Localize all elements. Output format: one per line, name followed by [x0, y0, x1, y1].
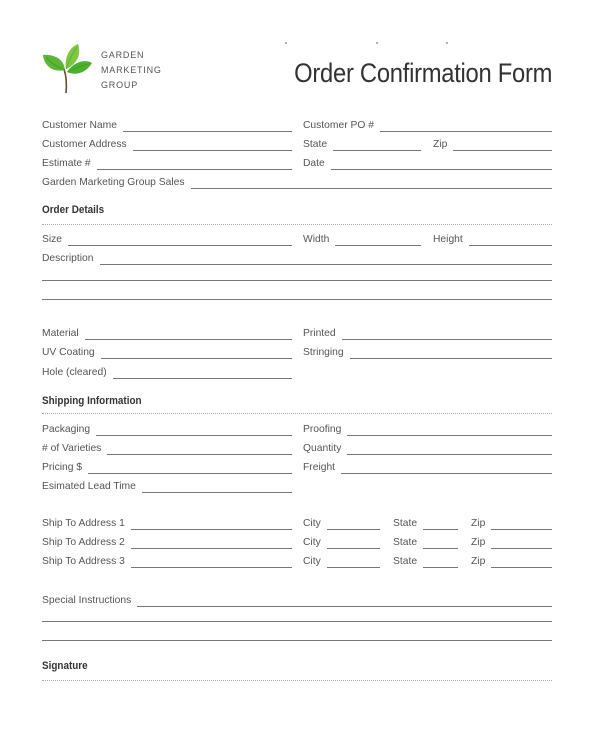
city-label: City — [303, 556, 321, 567]
city-label: City — [303, 537, 321, 548]
special-instructions-line-2[interactable] — [42, 621, 552, 622]
size-label: Size — [42, 234, 63, 245]
description-field[interactable] — [42, 251, 552, 265]
description-line-2[interactable] — [42, 280, 552, 281]
city-label: City — [303, 518, 321, 529]
ship-address-row-2 — [0, 535, 600, 549]
date-field[interactable] — [303, 156, 552, 170]
hole-label: Hole (cleared) — [42, 367, 107, 378]
city-field[interactable] — [303, 516, 380, 530]
zip-label: Zip — [471, 556, 486, 567]
freight-label: Freight — [303, 462, 336, 473]
sales-label: Garden Marketing Group Sales — [42, 177, 185, 188]
decorative-dot — [285, 42, 287, 44]
pricing-field[interactable] — [42, 460, 292, 474]
hole-field[interactable] — [42, 365, 292, 379]
uv-coating-field[interactable] — [42, 345, 292, 359]
special-instructions-label: Special Instructions — [42, 595, 132, 606]
stringing-label: Stringing — [303, 347, 344, 358]
shipping-heading: Shipping Information — [42, 395, 142, 407]
height-label: Height — [433, 234, 463, 245]
decorative-dot — [446, 42, 448, 44]
pricing-label: Pricing $ — [42, 462, 83, 473]
state-field[interactable] — [393, 535, 458, 549]
freight-field[interactable] — [303, 460, 552, 474]
customer-zip-field[interactable] — [433, 137, 552, 151]
decorative-dot — [376, 42, 378, 44]
brand-line-3: GROUP — [101, 80, 139, 90]
special-instructions-field[interactable] — [42, 593, 552, 607]
packaging-field[interactable] — [42, 422, 292, 436]
description-label: Description — [42, 253, 94, 264]
page-title: Order Confirmation Form — [293, 58, 552, 88]
ship-address-2-label: Ship To Address 2 — [42, 537, 125, 548]
varieties-field[interactable] — [42, 441, 292, 455]
height-field[interactable] — [433, 232, 552, 246]
state-field[interactable] — [393, 516, 458, 530]
special-instructions-line-3[interactable] — [42, 640, 552, 641]
size-field[interactable] — [42, 232, 292, 246]
customer-state-label: State — [303, 139, 328, 150]
state-label: State — [393, 537, 418, 548]
state-field[interactable] — [393, 554, 458, 568]
zip-label: Zip — [471, 537, 486, 548]
quantity-field[interactable] — [303, 441, 552, 455]
brand-line-2: MARKETING — [101, 65, 162, 75]
zip-field[interactable] — [471, 554, 552, 568]
customer-address-label: Customer Address — [42, 139, 127, 150]
width-label: Width — [303, 234, 330, 245]
packaging-label: Packaging — [42, 424, 91, 435]
lead-time-field[interactable] — [42, 479, 292, 493]
customer-state-field[interactable] — [303, 137, 421, 151]
printed-label: Printed — [303, 328, 336, 339]
divider — [42, 224, 552, 225]
city-field[interactable] — [303, 535, 380, 549]
ship-address-3-field[interactable] — [42, 554, 292, 568]
stringing-field[interactable] — [303, 345, 552, 359]
varieties-label: # of Varieties — [42, 443, 102, 454]
order-details-heading: Order Details — [42, 204, 105, 216]
customer-po-label: Customer PO # — [303, 120, 374, 131]
date-label: Date — [303, 158, 325, 169]
sales-field[interactable] — [42, 175, 552, 189]
signature-line[interactable] — [42, 680, 552, 681]
estimate-field[interactable] — [42, 156, 292, 170]
zip-field[interactable] — [471, 535, 552, 549]
leaf-logo-icon — [42, 43, 98, 95]
state-label: State — [393, 518, 418, 529]
printed-field[interactable] — [303, 326, 552, 340]
city-field[interactable] — [303, 554, 380, 568]
lead-time-label: Esimated Lead Time — [42, 481, 136, 492]
material-field[interactable] — [42, 326, 292, 340]
ship-address-row-3 — [0, 554, 600, 568]
proofing-field[interactable] — [303, 422, 552, 436]
estimate-label: Estimate # — [42, 158, 91, 169]
brand-name — [101, 48, 162, 93]
signature-heading: Signature — [42, 660, 88, 672]
quantity-label: Quantity — [303, 443, 342, 454]
state-label: State — [393, 556, 418, 567]
customer-address-field[interactable] — [42, 137, 292, 151]
uv-coating-label: UV Coating — [42, 347, 95, 358]
customer-name-label: Customer Name — [42, 120, 117, 131]
customer-zip-label: Zip — [433, 139, 448, 150]
zip-field[interactable] — [471, 516, 552, 530]
customer-po-field[interactable] — [303, 118, 552, 132]
ship-address-1-label: Ship To Address 1 — [42, 518, 125, 529]
description-line-3[interactable] — [42, 299, 552, 300]
ship-address-row-1 — [0, 516, 600, 530]
ship-address-2-field[interactable] — [42, 535, 292, 549]
divider — [42, 413, 552, 414]
ship-address-1-field[interactable] — [42, 516, 292, 530]
proofing-label: Proofing — [303, 424, 342, 435]
customer-name-field[interactable] — [42, 118, 292, 132]
ship-address-3-label: Ship To Address 3 — [42, 556, 125, 567]
width-field[interactable] — [303, 232, 421, 246]
brand-line-1: GARDEN — [101, 50, 145, 60]
zip-label: Zip — [471, 518, 486, 529]
material-label: Material — [42, 328, 79, 339]
